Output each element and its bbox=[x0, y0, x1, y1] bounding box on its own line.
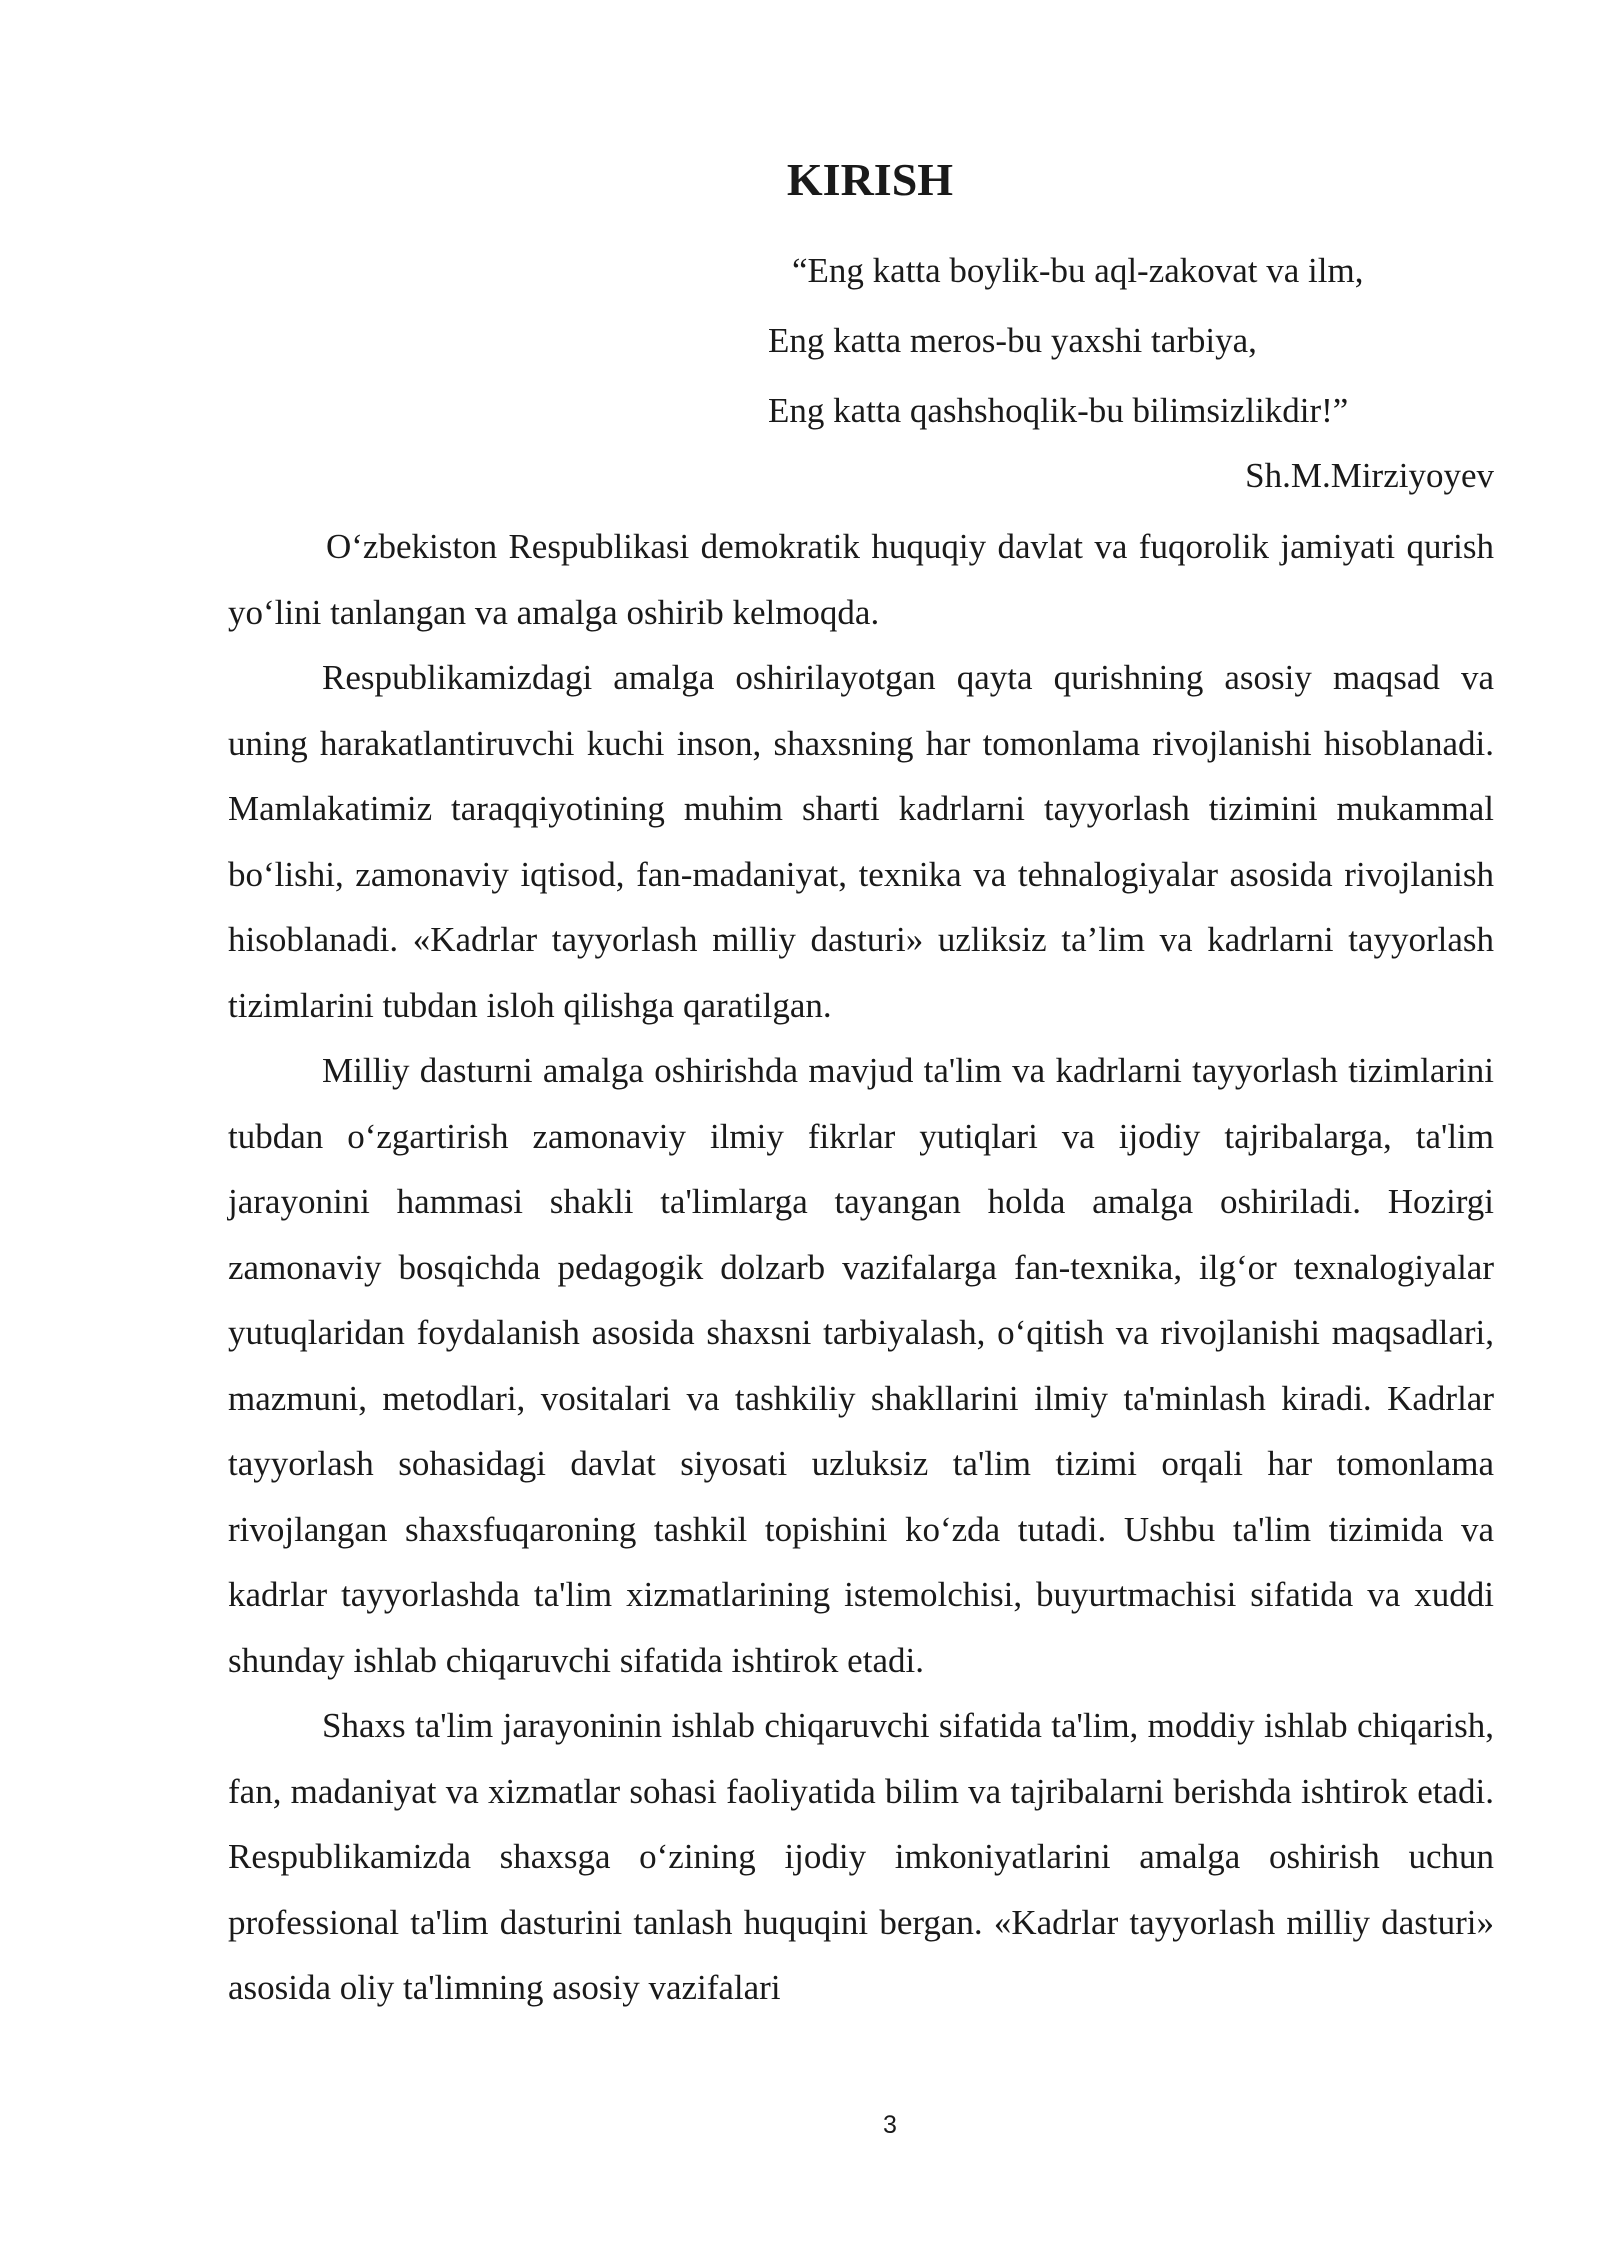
paragraph: Milliy dasturni amalga oshirishda mavjud ta'lim va kadrlarni tayyorlash tizimlarini tubdan o‘zgartirish zamonaviy ilmiy fikrlar yutiqlari va ijodiy tajribalarga, ta'lim jarayonini hammasi shakli ta'limlarga tayangan holda amalga oshiriladi. Hozirgi zamonaviy bosqichda pedagogik dolzarb vazifalarga fan-texnika, ilg‘or texnalogiyalar yutuqlaridan foydalanish asosida shaxsni tarbiyalash, o‘qitish va rivojlanishi maqsadlari, mazmuni, metodlari, vositalari va tashkiliy shakllarini ilmiy ta'minlash kiradi. Kadrlar tayyorlash sohasidagi davlat siyosati uzluksiz ta'lim tizimi orqali har tomonlama rivojlangan shaxsfuqaroning tashkil topishini ko‘zda tutadi. Ushbu ta'lim tizimida va kadrlar tayyorlashda ta'lim xizmatlarining istemolchisi, buyurtmachisi sifatida va xuddi shunday ishlab chiqaruvchi sifatida ishtirok etadi. bbox=[228, 1051, 1494, 1680]
page-number: 3 bbox=[883, 2111, 897, 2139]
paragraph: Respublikamizdagi amalga oshirilayotgan qayta qurishning asosiy maqsad va uning harakatlantiruvchi kuchi inson, shaxsning har tomonlama rivojlanishi hisoblanadi. Mamlakatimiz taraqqiyotining muhim sharti kadrlarni tayyorlash tizimini mukammal bo‘lishi, zamonaviy iqtisod, fan-madaniyat, texnika va tehnalogiyalar asosida rivojlanish hisoblanadi. «Kadrlar tayyorlash milliy dasturi» uzliksiz ta’lim va kadrlarni tayyorlash tizimlarini tubdan isloh qilishga qaratilgan. bbox=[228, 658, 1494, 1025]
epigraph bbox=[768, 236, 1488, 446]
epigraph-line: “Eng katta boylik-bu aql-zakovat va ilm, bbox=[792, 251, 1364, 290]
epigraph-author: Sh.M.Mirziyoyev bbox=[1245, 456, 1494, 495]
body-text bbox=[228, 514, 1494, 2021]
paragraph: Shaxs ta'lim jarayoninin ishlab chiqaruvchi sifatida ta'lim, moddiy ishlab chiqarish, fan, madaniyat va xizmatlar sohasi faoliyatida bilim va tajribalarni berishda ishtirok etadi. Respublikamizda shaxsga o‘zining ijodiy imkoniyatlarini amalga oshirish uchun professional ta'lim dasturini tanlash huquqini bergan. «Kadrlar tayyorlash milliy dasturi» asosida oliy ta'limning asosiy vazifalari bbox=[228, 1706, 1494, 2007]
page-title: KIRISH bbox=[786, 154, 954, 205]
paragraph: O‘zbekiston Respublikasi demokratik huquqiy davlat va fuqorolik jamiyati qurish yo‘lini tanlangan va amalga oshirib kelmoqda. bbox=[228, 527, 1494, 632]
epigraph-line: Eng katta meros-bu yaxshi tarbiya, bbox=[768, 321, 1257, 360]
epigraph-line: Eng katta qashshoqlik-bu bilimsizlikdir!” bbox=[768, 391, 1349, 430]
